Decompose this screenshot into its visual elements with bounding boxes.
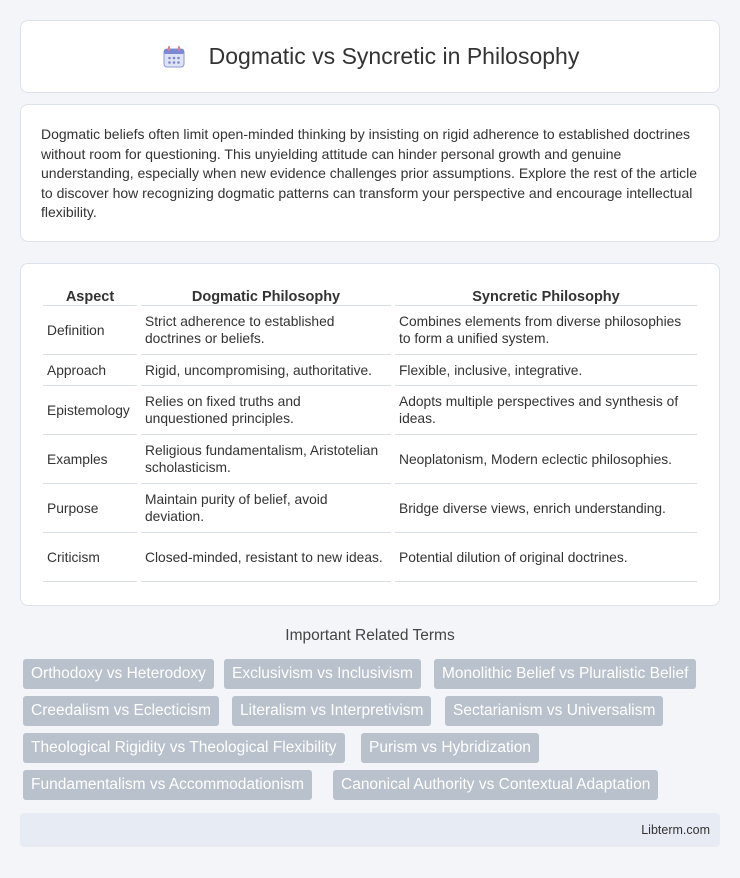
page-title: Dogmatic vs Syncretic in Philosophy — [208, 43, 580, 69]
related-term-tag[interactable]: Orthodoxy vs Heterodoxy — [23, 659, 214, 689]
column-header-syncretic: Syncretic Philosophy — [395, 284, 697, 306]
table-cell-syncretic: Neoplatonism, Modern eclectic philosophies. — [395, 435, 697, 484]
related-term-tag[interactable]: Monolithic Belief vs Pluralistic Belief — [434, 659, 696, 689]
header-card — [20, 20, 720, 93]
table-cell-dogmatic: Relies on fixed truths and unquestioned principles. — [141, 386, 391, 435]
comparison-table — [39, 284, 701, 582]
table-cell-dogmatic: Maintain purity of belief, avoid deviation. — [141, 484, 391, 533]
related-term-tag[interactable]: Theological Rigidity vs Theological Flexibility — [23, 733, 345, 763]
table-cell-syncretic: Potential dilution of original doctrines. — [395, 533, 697, 582]
table-row — [43, 484, 697, 533]
table-cell-aspect: Criticism — [43, 533, 137, 582]
table-cell-syncretic: Bridge diverse views, enrich understanding. — [395, 484, 697, 533]
table-row — [43, 306, 697, 355]
table-cell-dogmatic: Closed-minded, resistant to new ideas. — [141, 533, 391, 582]
table-cell-aspect: Definition — [43, 306, 137, 355]
table-row — [43, 435, 697, 484]
table-header-row — [43, 284, 697, 306]
table-cell-aspect: Purpose — [43, 484, 137, 533]
related-term-tag[interactable]: Sectarianism vs Universalism — [445, 696, 663, 726]
column-header-dogmatic: Dogmatic Philosophy — [141, 284, 391, 306]
table-cell-aspect: Epistemology — [43, 386, 137, 435]
table-cell-dogmatic: Religious fundamentalism, Aristotelian scholasticism. — [141, 435, 391, 484]
intro-text: Dogmatic beliefs often limit open-minded thinking by insisting on rigid adherence to established doctrines without room for questioning. This unyielding attitude can hinder personal growth and genuine understanding, especially when new evidence challenges prior assumptions. Explore the rest of the article to discover how recognizing dogmatic patterns can transform your perspective and encourage intellectual flexibility. — [41, 126, 698, 221]
related-term-tag[interactable]: Canonical Authority vs Contextual Adaptation — [333, 770, 658, 800]
related-term-tag[interactable]: Purism vs Hybridization — [361, 733, 539, 763]
footer-brand[interactable]: Libterm.com — [641, 823, 710, 837]
related-term-tag[interactable]: Fundamentalism vs Accommodationism — [23, 770, 312, 800]
table-row — [43, 533, 697, 582]
table-cell-syncretic: Combines elements from diverse philosophies to form a unified system. — [395, 306, 697, 355]
table-cell-aspect: Approach — [43, 355, 137, 386]
table-cell-syncretic: Flexible, inclusive, integrative. — [395, 355, 697, 386]
intro-card — [20, 104, 720, 242]
table-row — [43, 355, 697, 386]
table-cell-dogmatic: Strict adherence to established doctrines or beliefs. — [141, 306, 391, 355]
footer — [20, 813, 720, 847]
related-terms-title: Important Related Terms — [285, 627, 455, 644]
related-term-tag[interactable]: Literalism vs Interpretivism — [232, 696, 431, 726]
column-header-aspect: Aspect — [43, 284, 137, 306]
table-row — [43, 386, 697, 435]
table-cell-dogmatic: Rigid, uncompromising, authoritative. — [141, 355, 391, 386]
comparison-card — [20, 263, 720, 606]
related-term-tag[interactable]: Exclusivism vs Inclusivism — [224, 659, 421, 689]
table-cell-aspect: Examples — [43, 435, 137, 484]
calendar-icon — [161, 44, 187, 70]
related-term-tag[interactable]: Creedalism vs Eclecticism — [23, 696, 219, 726]
table-cell-syncretic: Adopts multiple perspectives and synthesis of ideas. — [395, 386, 697, 435]
